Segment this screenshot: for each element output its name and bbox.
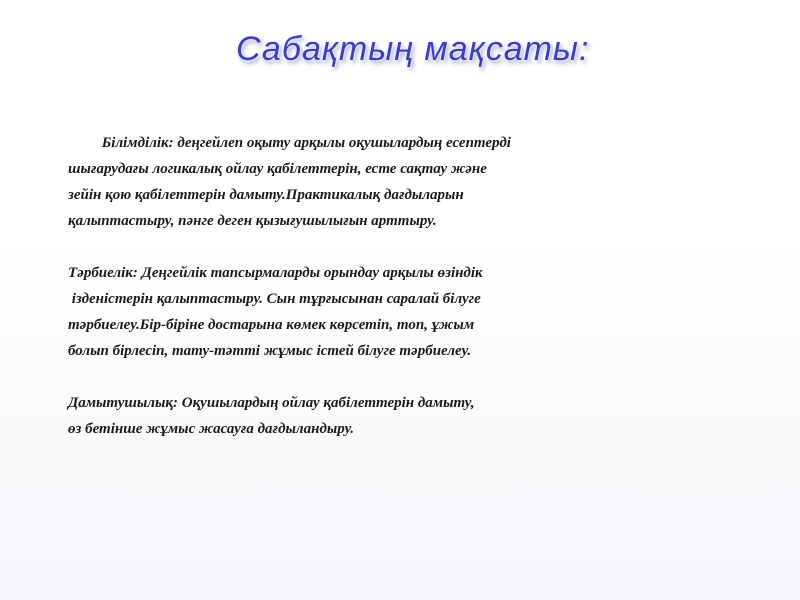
paragraph-tarbielik bbox=[68, 260, 708, 364]
text-line: тәрбиелеу.Бір-біріне достарына көмек көрсетіп, топ, ұжым bbox=[68, 317, 475, 333]
text-line: Дамытушылық: Оқушылардың ойлау қабілеттерін дамыту, bbox=[68, 395, 475, 411]
text-line: шығарудағы логикалық ойлау қабілеттерін, есте сақтау және bbox=[68, 161, 487, 177]
text-line: қалыптастыру, пәнге деген қызығушылығын арттыру. bbox=[68, 213, 437, 229]
text-line: зейін қою қабілеттерін дамыту.Практикалық дағдыларын bbox=[68, 187, 464, 203]
paragraph-damytushylyk bbox=[68, 390, 708, 442]
slide-body bbox=[68, 130, 708, 468]
paragraph-bilimdilik bbox=[68, 130, 708, 234]
slide-title: Сабақтың мақсаты: bbox=[236, 30, 590, 68]
text-line: болып бірлесіп, тату-тәтті жұмыс істей білуге тәрбиелеу. bbox=[68, 343, 472, 359]
text-line: Білімділік: деңгейлеп оқыту арқылы оқушылардың есептерді bbox=[68, 135, 511, 151]
text-line: Тәрбиелік: Деңгейлік тапсырмаларды орындау арқылы өзіндік bbox=[68, 265, 483, 281]
text-line: ізденістерін қалыптастыру. Сын тұрғысынан саралай білуге bbox=[68, 291, 481, 307]
text-line: өз бетінше жұмыс жасауға дағдыландыру. bbox=[68, 421, 355, 437]
